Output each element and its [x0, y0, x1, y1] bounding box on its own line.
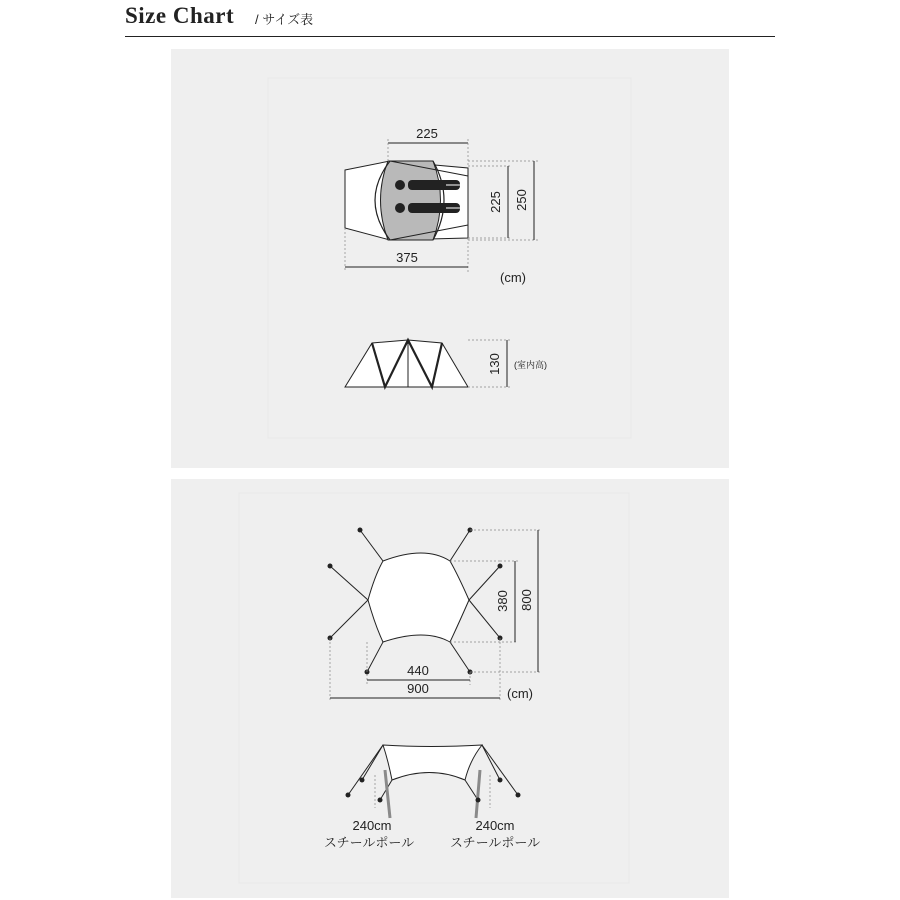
dimension-tent-inner-depth: 225: [488, 191, 503, 213]
tent-side-view: [345, 340, 547, 387]
dimension-tent-outer-depth: 250: [514, 189, 529, 211]
tent-top-view: [345, 126, 538, 285]
unit-label-tent: (cm): [500, 270, 526, 285]
tarp-inner-frame: [239, 493, 629, 883]
dimension-tarp-inner-depth: 380: [495, 590, 510, 612]
tent-side-outline: [345, 340, 468, 387]
tarp-side-view: [324, 745, 540, 850]
tarp-side-outline: [383, 745, 482, 780]
dimension-tent-outer-length: 375: [396, 250, 418, 265]
page-subtitle: / サイズ表: [255, 12, 314, 27]
steel-pole-left: [385, 770, 390, 818]
tarp-outline: [368, 553, 469, 642]
stake-icon: [346, 778, 521, 803]
dimension-tarp-inner-width: 440: [407, 663, 429, 678]
pole-left-name: スチールポール: [323, 835, 415, 850]
dimension-tarp-outer-width: 900: [407, 681, 429, 696]
dimension-tarp-outer-depth: 800: [519, 589, 534, 611]
page-title: Size Chart: [125, 3, 235, 28]
steel-pole-right: [476, 770, 480, 818]
pole-right-name: スチールポール: [449, 835, 541, 850]
dimension-tent-inner-width: 225: [416, 126, 438, 141]
dimension-tent-height: 130: [487, 353, 502, 375]
unit-label-tarp: (cm): [507, 686, 533, 701]
tarp-top-view: [328, 528, 541, 703]
pole-right-length: 240cm: [475, 818, 515, 833]
pole-left-length: 240cm: [352, 818, 392, 833]
height-note: (室内高): [514, 360, 547, 370]
tent-inner-room: [381, 161, 441, 240]
